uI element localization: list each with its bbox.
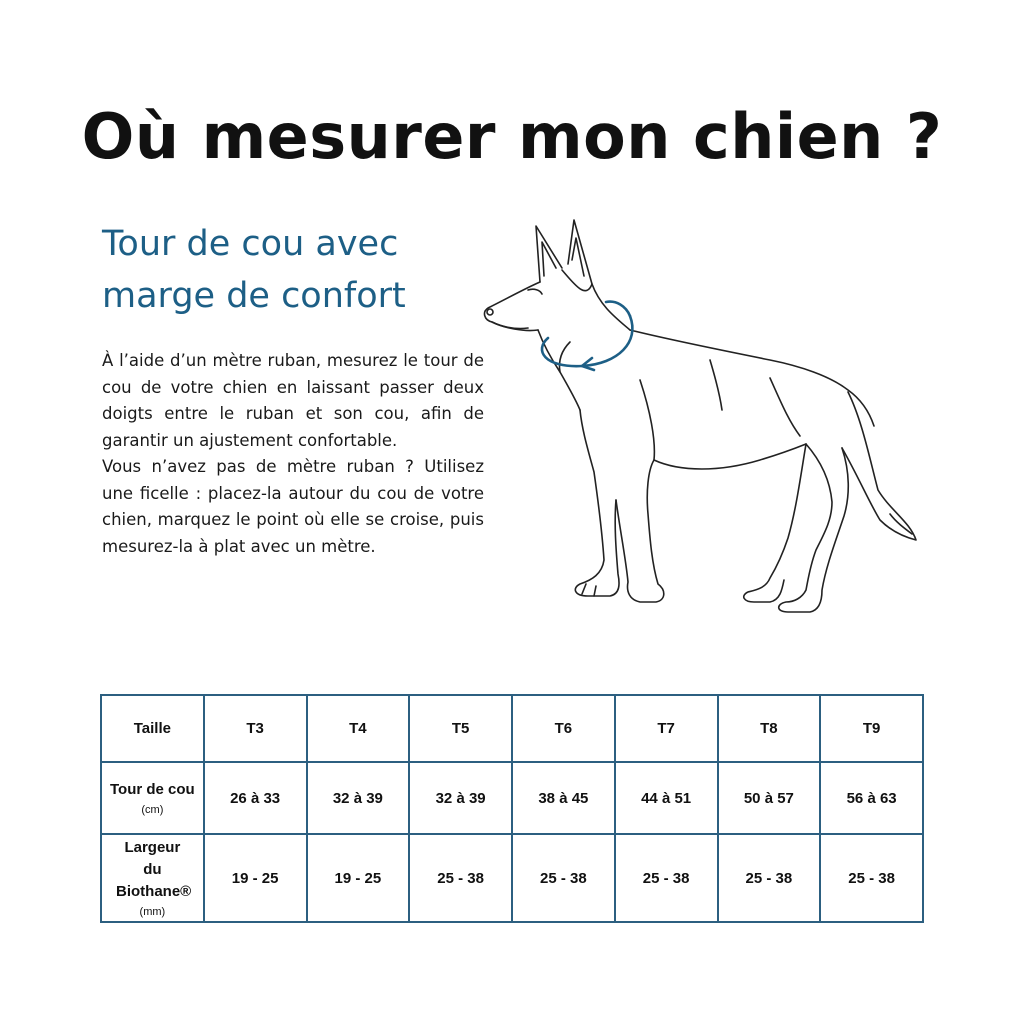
header-size-cell: T8	[718, 695, 821, 762]
table-cell: 56 à 63	[820, 762, 923, 834]
instructions-paragraph-1: À l’aide d’un mètre ruban, mesurez le tour de cou de votre chien en laissant passer deux doigts entre le ruban et son cou, afin de garantir un ajustement confortable.	[102, 351, 484, 450]
header-size-cell: T7	[615, 695, 718, 762]
table-cell: 25 - 38	[409, 834, 512, 922]
size-table	[100, 694, 924, 923]
table-cell: 50 à 57	[718, 762, 821, 834]
header-size-cell: T4	[307, 695, 410, 762]
table-cell: 25 - 38	[718, 834, 821, 922]
section-subtitle	[102, 218, 502, 322]
table-cell: 32 à 39	[409, 762, 512, 834]
table-cell: 19 - 25	[204, 834, 307, 922]
header-size-cell: T3	[204, 695, 307, 762]
row-label-cell	[101, 834, 204, 922]
instructions-paragraph-2: Vous n’avez pas de mètre ruban ? Utilisez une ficelle : placez-la autour du cou de votre chien, marquez le point où elle se croise, puis mesurez-la à plat avec un mètre.	[102, 457, 484, 556]
row-label-cell	[101, 762, 204, 834]
row-unit: (cm)	[141, 804, 164, 816]
page-title: Où mesurer mon chien ?	[81, 100, 943, 173]
row-label: Largeur du Biothane®	[116, 839, 192, 900]
table-cell: 25 - 38	[820, 834, 923, 922]
header-label-cell: Taille	[101, 695, 204, 762]
table-cell: 26 à 33	[204, 762, 307, 834]
row-label: Tour de cou	[110, 781, 195, 798]
header-size-cell: T5	[409, 695, 512, 762]
table-cell: 25 - 38	[512, 834, 615, 922]
table-cell: 44 à 51	[615, 762, 718, 834]
header-size-cell: T9	[820, 695, 923, 762]
table-row	[101, 762, 923, 834]
instructions-text	[102, 348, 484, 560]
table-cell: 32 à 39	[307, 762, 410, 834]
row-unit: (mm)	[139, 906, 166, 918]
dog-measuring-neck-icon	[470, 210, 930, 620]
table-cell: 38 à 45	[512, 762, 615, 834]
table-cell: 25 - 38	[615, 834, 718, 922]
header-size-cell: T6	[512, 695, 615, 762]
subtitle-line-1: Tour de cou avec	[102, 224, 399, 264]
subtitle-line-2: marge de confort	[102, 276, 406, 316]
table-header-row	[101, 695, 923, 762]
table-row	[101, 834, 923, 922]
table-cell: 19 - 25	[307, 834, 410, 922]
